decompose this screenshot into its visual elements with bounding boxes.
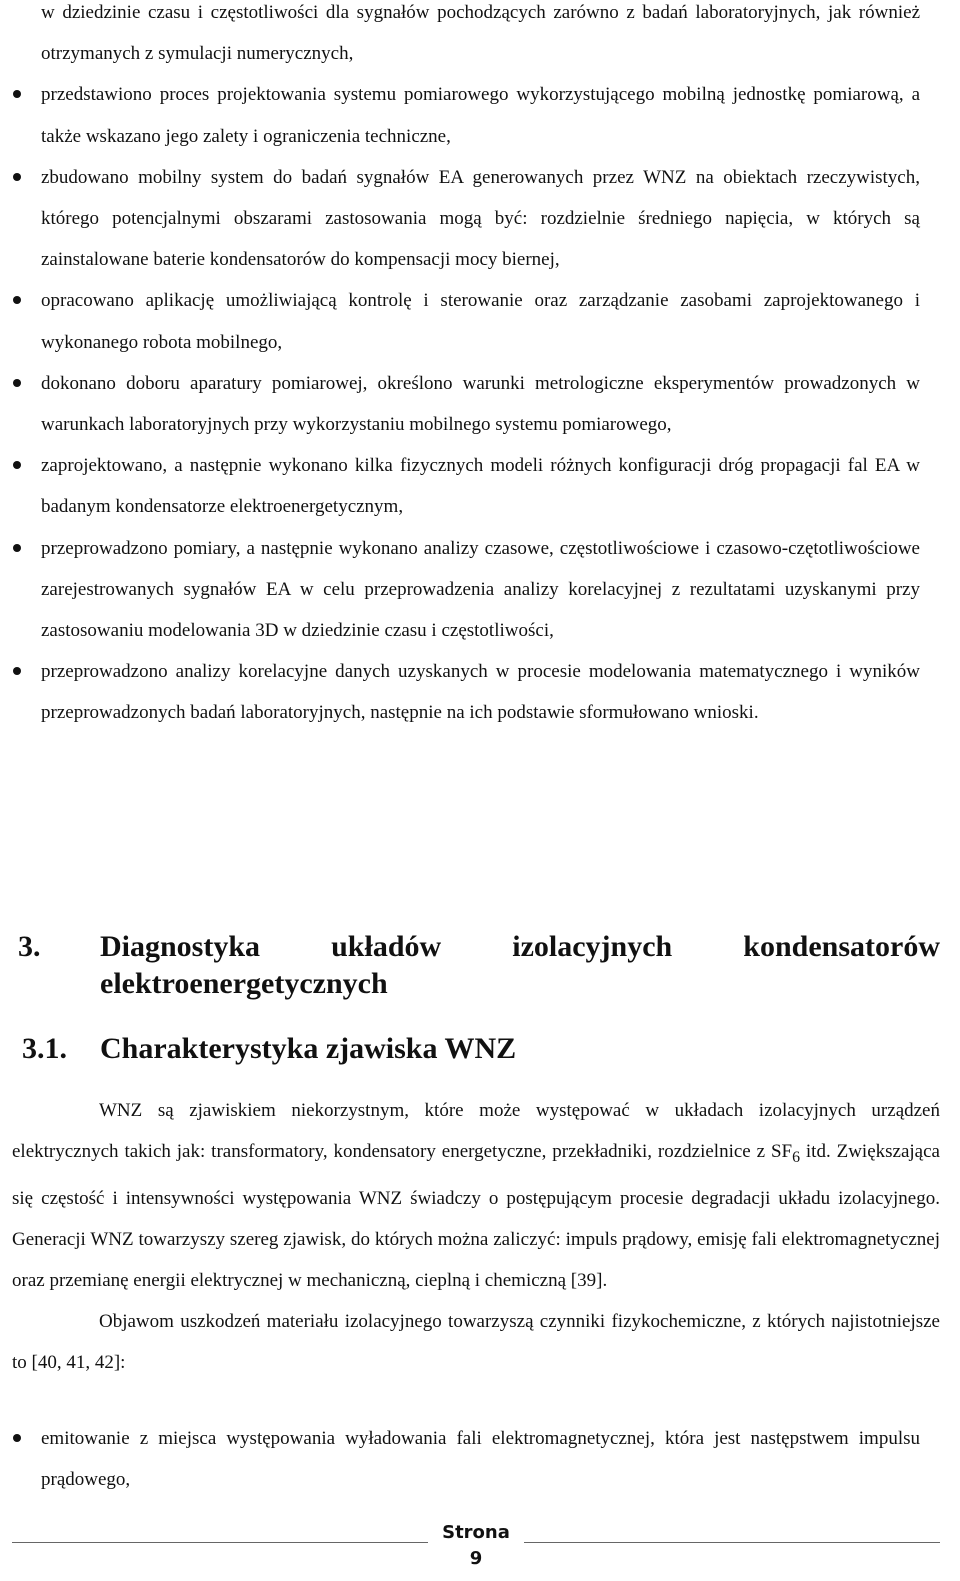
list-item — [0, 363, 940, 445]
list-item-text: opracowano aplikację umożliwiającą kontrolę i sterowanie oraz zarządzanie zasobami zaprojektowanego i wykonanego robota mobilnego, — [41, 290, 920, 353]
list-item-text: w dziedzinie czasu i częstotliwości dla sygnałów pochodzących zarówno z badań laboratoryjnych, jak również otrzymanych z symulacji numerycznych, — [41, 2, 920, 65]
bullet-icon — [13, 379, 21, 387]
paragraph-text: itd. Zwiększająca się częstość i intensywności występowania WNZ świadczy o postępującym procesie degradacji układu izolacyjnego. Generacji WNZ towarzyszy szereg zjawisk, do których można zaliczyć: impuls prądowy, emisję fali elektromagnetycznej oraz przemianę energii elektrycznej w mechaniczną, cieplną i chemiczną [39]. — [12, 1141, 940, 1291]
footer-rule-right — [524, 1542, 940, 1543]
list-item-text: przedstawiono proces projektowania systemu pomiarowego wykorzystującego mobilną jednostkę pomiarową, a także wskazano jego zalety i ograniczenia techniczne, — [41, 84, 920, 147]
paragraph — [12, 1090, 940, 1301]
chapter-title — [100, 928, 940, 1002]
factors-list — [0, 1418, 940, 1500]
list-item — [0, 157, 940, 281]
bullet-icon — [13, 461, 21, 469]
section-heading — [22, 1030, 516, 1067]
bullet-icon — [13, 90, 21, 98]
bullet-icon — [13, 667, 21, 675]
list-item-text: dokonano doboru aparatury pomiarowej, określono warunki metrologiczne eksperymentów prowadzonych w warunkach laboratoryjnych przy wykorzystaniu mobilnego systemu pomiarowego, — [41, 372, 920, 436]
list-item-continuation — [0, 0, 940, 74]
bullet-icon — [13, 1434, 21, 1442]
chapter-number: 3. — [18, 930, 41, 963]
section-title: Charakterystyka zjawiska WNZ — [100, 1032, 517, 1065]
achievements-list — [0, 0, 940, 734]
list-item-text: przeprowadzono pomiary, a następnie wykonano analizy czasowe, częstotliwościowe i czasowo-czętotliwościowe zarejestrowanych sygnałów EA w celu przeprowadzenia analizy korelacyjnej z rezultatami uzyskanymi przy zastosowaniu modelowania 3D w dziedzinie czasu i częstotliwości, — [41, 537, 920, 642]
list-item — [0, 74, 940, 156]
page-number: 9 — [469, 1548, 483, 1569]
bullet-icon — [13, 173, 21, 181]
bullet-icon — [13, 296, 21, 304]
page-label-text: Strona — [442, 1522, 510, 1543]
list-item — [0, 280, 940, 362]
list-item-text: zbudowano mobilny system do badań sygnałów EA generowanych przez WNZ na obiektach rzeczywistych, którego potencjalnymi obszarami zastosowania mogą być: rozdzielnie średniego napięcia, w których są zainstalowane baterie kondensatorów do kompensacji mocy biernej, — [41, 166, 920, 271]
chapter-title-line-1: Diagnostyka układów izolacyjnych kondensatorów — [100, 930, 940, 963]
paragraph: Objawom uszkodzeń materiału izolacyjnego towarzyszą czynniki fizykochemiczne, z których najistotniejsze to [40, 41, 42]: — [12, 1310, 940, 1373]
list-item-text: przeprowadzono analizy korelacyjne danych uzyskanych w procesie modelowania matematycznego i wyników przeprowadzonych badań laboratoryjnych, następnie na ich podstawie sformułowano wnioski. — [41, 661, 920, 724]
list-item — [0, 445, 940, 527]
subscript: 6 — [792, 1148, 800, 1166]
list-item — [0, 651, 940, 733]
chapter-title-line-2: elektroenergetycznych — [100, 967, 388, 1000]
list-item — [0, 1418, 940, 1500]
list-item-text: zaprojektowano, a następnie wykonano kilka fizycznych modeli różnych konfiguracji dróg propagacji fal EA w badanym kondensatorze elektroenergetycznym, — [41, 455, 920, 518]
chapter-heading — [18, 928, 940, 1002]
page-footer — [0, 1518, 960, 1581]
section-number: 3.1. — [22, 1032, 67, 1065]
list-item-text: emitowanie z miejsca występowania wyładowania fali elektromagnetycznej, która jest następstwem impulsu prądowego, — [41, 1428, 920, 1491]
body-text — [12, 1090, 940, 1383]
paragraph-text: WNZ są zjawiskiem niekorzystnym, które może występować w układach izolacyjnych urządzeń elektrycznych takich jak: transformatory, kondensatory energetyczne, przekładniki, rozdzielnice z SF — [12, 1100, 940, 1162]
footer-rule-left — [12, 1542, 428, 1543]
list-item — [0, 528, 940, 652]
bullet-icon — [13, 544, 21, 552]
page-number-label — [436, 1520, 516, 1572]
